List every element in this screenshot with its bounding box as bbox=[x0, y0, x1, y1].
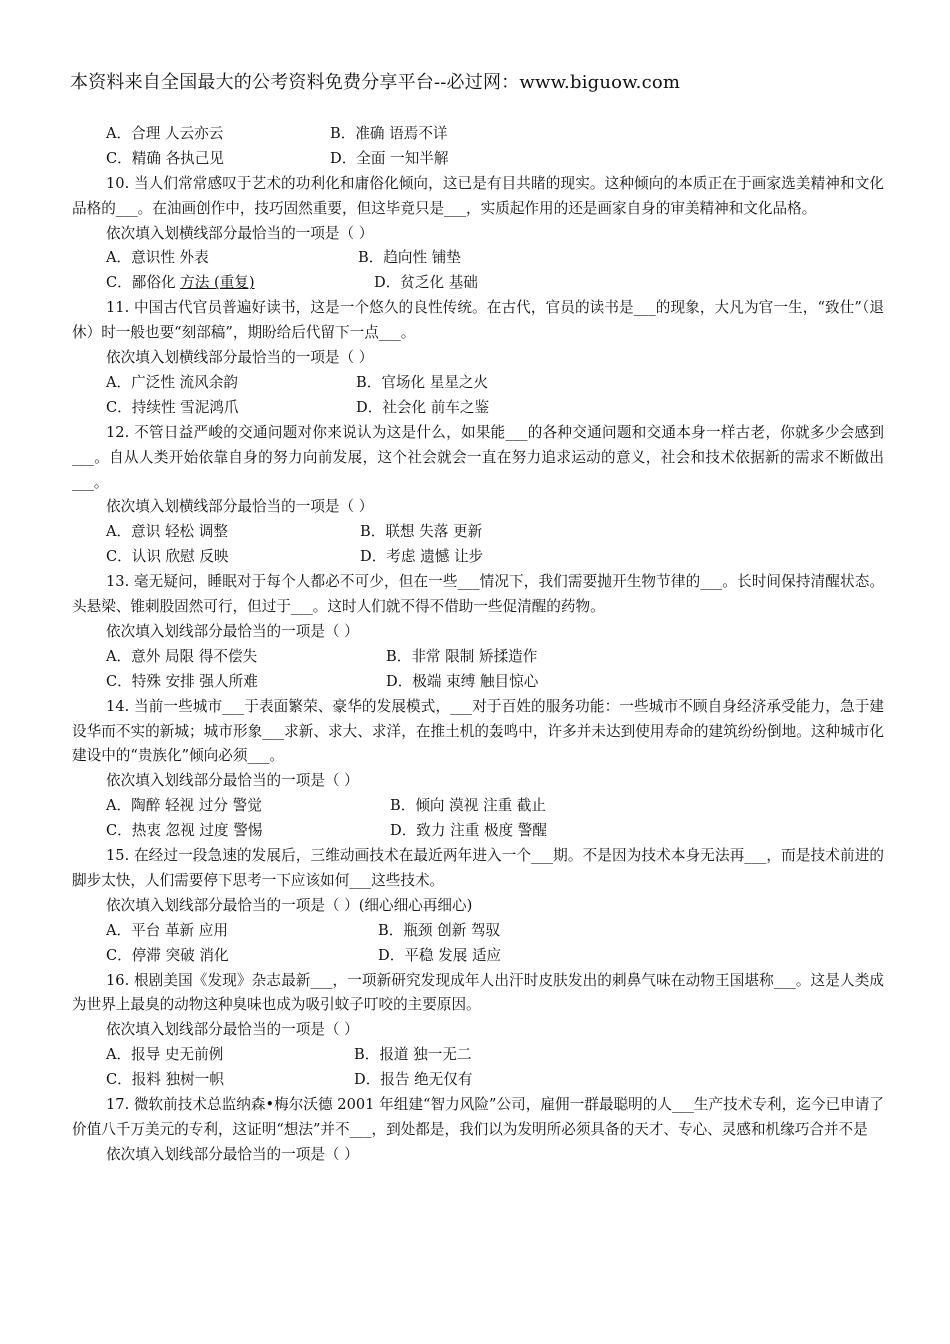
q15-prompt: 依次填入划线部分最恰当的一项是（ ）(细心细心再细心) bbox=[106, 896, 473, 914]
q16-options-row-2 bbox=[72, 1068, 884, 1093]
q13-prompt: 依次填入划线部分最恰当的一项是（ ） bbox=[106, 622, 359, 640]
q16-options-row-1 bbox=[72, 1043, 884, 1068]
q10-option-c-underlined: 方法 (重复) bbox=[180, 274, 255, 292]
q14-option-b: B．倾向 漠视 注重 截止 bbox=[390, 797, 546, 815]
q12-options-row-2 bbox=[72, 545, 884, 570]
q10-option-d: D．贫乏化 基础 bbox=[374, 274, 478, 292]
q16-option-a: A．报导 史无前例 bbox=[106, 1046, 224, 1064]
q13-options-row-1 bbox=[72, 645, 884, 670]
q13-option-c: C．特殊 安排 强人所难 bbox=[106, 672, 258, 690]
q13-option-a: A．意外 局限 得不偿失 bbox=[106, 647, 258, 665]
q11-option-b: B．官场化 星星之火 bbox=[356, 373, 489, 391]
q14-options-row-2 bbox=[72, 819, 884, 844]
q16-prompt: 依次填入划线部分最恰当的一项是（ ） bbox=[106, 1021, 359, 1039]
q9-options-row-2 bbox=[72, 147, 884, 172]
q15-option-d: D．平稳 发展 适应 bbox=[378, 946, 502, 964]
page-header-source-line: 本资料来自全国最大的公考资料免费分享平台--必过网：www.biguow.com bbox=[70, 72, 681, 93]
q12-option-d: D．考虑 遗憾 让步 bbox=[360, 548, 484, 566]
q10-option-c bbox=[106, 271, 374, 296]
q16-option-d: D．报告 绝无仅有 bbox=[354, 1071, 473, 1089]
q13-option-d: D．极端 束缚 触目惊心 bbox=[386, 672, 539, 690]
q12-option-b: B．联想 失落 更新 bbox=[360, 523, 483, 541]
q14-options-row-1 bbox=[72, 794, 884, 819]
q16-stem: 16. 根剧美国《发现》杂志最新___，一项新研究发现成年人出汗时皮肤发出的刺鼻气味在动物王国堪称___。这是人类成为世界上最臭的动物这种臭味也成为吸引蚊子叮咬的主要原因。 bbox=[72, 971, 884, 1014]
q12-options-row-1 bbox=[72, 520, 884, 545]
q15-option-c: C．停滞 突破 消化 bbox=[106, 946, 229, 964]
q12-option-a: A．意识 轻松 调整 bbox=[106, 523, 228, 541]
exam-content bbox=[72, 122, 884, 1168]
q15-stem: 15. 在经过一段急速的发展后，三维动画技术在最近两年进入一个___期。不是因为技术本身无法再___，而是技术前进的脚步太快，人们需要停下思考一下应该如何___这些技术。 bbox=[72, 847, 884, 889]
q9-options-row-1 bbox=[72, 122, 884, 147]
q9-option-d: D．全面 一知半解 bbox=[330, 149, 449, 167]
q13-option-b: B．非常 限制 矫揉造作 bbox=[386, 647, 538, 665]
q15-options-row-2 bbox=[72, 944, 884, 969]
q9-option-b: B．准确 语焉不详 bbox=[330, 125, 448, 142]
q13-options-row-2 bbox=[72, 670, 884, 695]
q10-option-c-prefix: C．鄙俗化 bbox=[106, 274, 181, 292]
q14-option-c: C．热衷 忽视 过度 警惕 bbox=[106, 822, 263, 840]
q15-option-b: B．瓶颈 创新 驾驭 bbox=[378, 921, 501, 939]
q11-prompt: 依次填入划横线部分最恰当的一项是（ ） bbox=[106, 349, 374, 367]
q12-option-c: C．认识 欣慰 反映 bbox=[106, 548, 229, 566]
q10-prompt: 依次填入划横线部分最恰当的一项是（ ） bbox=[106, 224, 374, 242]
q14-option-a: A．陶醉 轻视 过分 警觉 bbox=[106, 797, 262, 815]
q10-option-a: A．意识性 外表 bbox=[106, 249, 209, 267]
q12-prompt: 依次填入划横线部分最恰当的一项是（ ） bbox=[106, 498, 374, 516]
q14-option-d: D．致力 注重 极度 警醒 bbox=[390, 822, 547, 840]
q11-option-a: A．广泛性 流风余韵 bbox=[106, 373, 238, 391]
q17-prompt: 依次填入划线部分最恰当的一项是（ ） bbox=[106, 1145, 359, 1163]
q10-option-b: B．趋向性 铺垫 bbox=[358, 249, 461, 267]
q16-option-b: B．报道 独一无二 bbox=[354, 1046, 472, 1064]
q11-option-d: D．社会化 前车之鉴 bbox=[356, 398, 490, 416]
q15-options-row-1 bbox=[72, 919, 884, 944]
q15-option-a: A．平台 革新 应用 bbox=[106, 921, 228, 939]
q14-stem: 14. 当前一些城市___于表面繁荣、豪华的发展模式，___对于百姓的服务功能：一些城市不顾自身经济承受能力，急于建设华而不实的新城；城市形象___求新、求大、求洋，在推土机的轰鸣中，许多并未达到使用寿命的建筑纷纷倒地。这种城市化建设中的“贵族化”倾向必须___。 bbox=[72, 697, 884, 765]
q10-stem: 10. 当人们常常感叹于艺术的功利化和庸俗化倾向，这已是有目共睹的现实。这种倾向的本质正在于画家选美精神和文化品格的___。在油画创作中，技巧固然重要，但这毕竟只是___，实质起作用的还是画家自身的审美精神和文化品格。 bbox=[72, 174, 884, 217]
q13-stem: 13. 毫无疑问，睡眠对于每个人都必不可少，但在一些___情况下，我们需要抛开生物节律的___。长时间保持清醒状态。头悬梁、锥刺股固然可行，但过于___。这时人们就不得不借助一些促清醒的药物。 bbox=[72, 573, 884, 616]
q10-options-row-1 bbox=[72, 246, 884, 271]
q9-option-a: A．合理 人云亦云 bbox=[106, 125, 224, 142]
q12-stem: 12. 不管日益严峻的交通问题对你来说认为这是什么，如果能___的各种交通问题和交通本身一样古老，你就多少会感到___。自从人类开始依靠自身的努力向前发展，这个社会就会一直在努力追求运动的意义，社会和技术依据新的需求不断做出___。 bbox=[72, 423, 884, 491]
q16-option-c: C．报料 独树一帜 bbox=[106, 1071, 224, 1089]
q17-stem: 17. 微软前技术总监纳森•梅尔沃德 2001 年组建“智力风险”公司，雇佣一群最聪明的人___生产技术专利，迄今已申请了价值八千万美元的专利，这证明“想法”并不___，到处都是，我们以为发明所必须具备的天才、专心、灵感和机缘巧合并不是 bbox=[72, 1095, 884, 1138]
q9-option-c: C．精确 各执己见 bbox=[106, 149, 224, 167]
q14-prompt: 依次填入划线部分最恰当的一项是（ ） bbox=[106, 772, 359, 790]
q10-options-row-2 bbox=[72, 271, 884, 296]
q11-options-row-2 bbox=[72, 396, 884, 421]
q11-options-row-1 bbox=[72, 371, 884, 396]
q11-stem: 11. 中国古代官员普遍好读书，这是一个悠久的良性传统。在古代，官员的读书是___的现象，大凡为官一生，“致仕”（退休）时一般也要“刻部稿”，期盼给后代留下一点___。 bbox=[72, 299, 884, 342]
q11-option-c: C．持续性 雪泥鸿爪 bbox=[106, 398, 239, 416]
